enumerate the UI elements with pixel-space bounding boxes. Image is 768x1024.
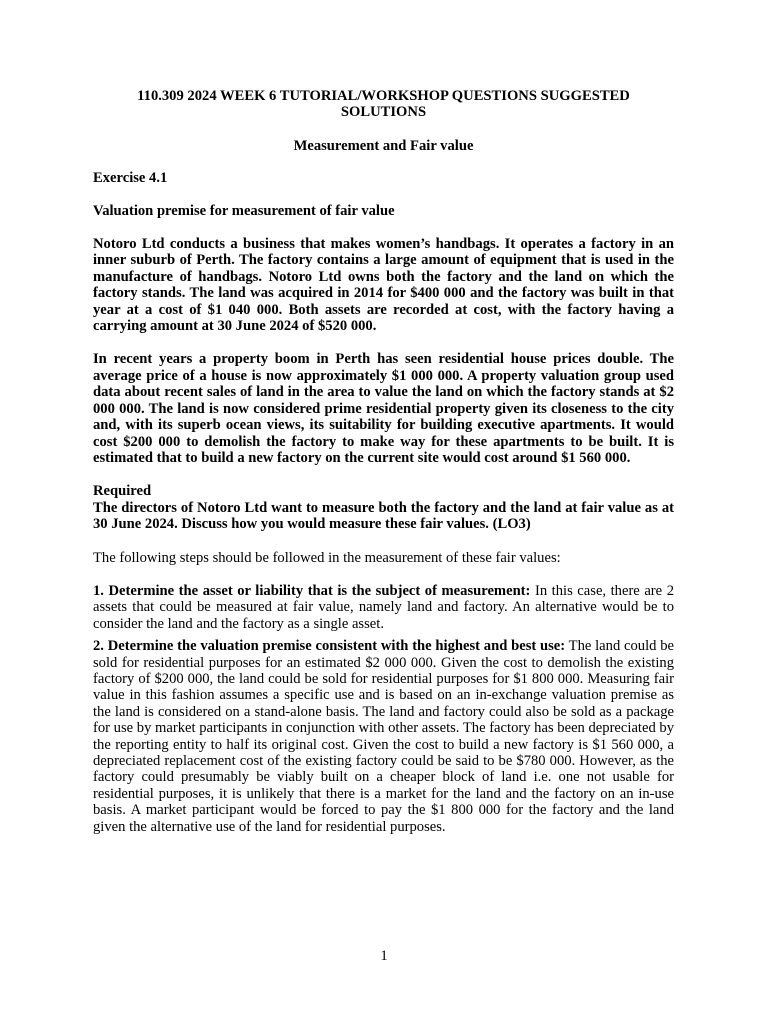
step-1-heading: 1. Determine the asset or liability that is the subject of measurement: bbox=[93, 582, 531, 599]
required-label: Required bbox=[93, 483, 152, 500]
question-paragraph-2: In recent years a property boom in Perth has seen residential house prices double. The average price of a house is now approximately $1 000 000. A property valuation group used data about recent sales of land in the area to value the land on which the factory stands at $2 000 000. The land is now considered prime residential property given its closeness to the city and, with its superb ocean views, its suitability for building executive apartments. It would cost $200 000 to demolish the factory to make way for these apartments to be built. It is estimated that to build a new factory on the current site would cost around $1 560 000. bbox=[93, 351, 674, 466]
document-title: 110.309 2024 WEEK 6 TUTORIAL/WORKSHOP QUESTIONS SUGGESTED SOLUTIONS bbox=[137, 88, 630, 121]
question-paragraph-1: Notoro Ltd conducts a business that makes women’s handbags. It operates a factory in an inner suburb of Perth. The factory contains a large amount of equipment that is used in the manufacture of handbags. Notoro Ltd owns both the factory and the land on which the factory stands. The land was acquired in 2014 for $400 000 and the factory was built in that year at a cost of $1 040 000. Both assets are recorded at cost, with the factory having a carrying amount at 30 June 2024 of $520 000. bbox=[93, 236, 674, 335]
solution-intro: The following steps should be followed in the measurement of these fair values: bbox=[93, 549, 561, 566]
solution-step-1 bbox=[93, 583, 674, 632]
document-subtitle: Measurement and Fair value bbox=[293, 137, 474, 154]
page-number: 1 bbox=[380, 948, 388, 964]
solution-step-2 bbox=[93, 638, 674, 835]
step-2-text: The land could be sold for residential purposes for an estimated $2 000 000. Given the cost to demolish the existing factory of $200 000, the land could be sold for residential purposes for $1 800 000. Measuring fair value in this fashion assumes a specific use and is based on an in-exchange valuation premise as the land is considered on a stand-alone basis. The land and factory could also be sold as a package for use by market participants in conjunction with other assets. The factory has been depreciated by the reporting entity to half its original cost. Given the cost to build a new factory is $1 560 000, a depreciated replacement cost of the existing factory could be said to be $780 000. However, as the factory could presumably be viably built on a cheaper block of land i.e. one not usable for residential purposes, it is unlikely that there is a market for the land and the factory on an in-use basis. A market participant would be forced to pay the $1 800 000 for the factory and the land given the alternative use of the land for residential purposes. bbox=[93, 638, 674, 835]
step-2-heading: 2. Determine the valuation premise consistent with the highest and best use: bbox=[93, 638, 566, 655]
step-1-text: In this case, there are 2 assets that could be measured at fair value, namely land and factory. An alternative would be to consider the land and the factory as a single asset. bbox=[93, 582, 674, 632]
section-heading: Valuation premise for measurement of fair value bbox=[93, 202, 395, 219]
exercise-heading: Exercise 4.1 bbox=[93, 170, 168, 187]
required-text: The directors of Notoro Ltd want to measure both the factory and the land at fair value as at 30 June 2024. Discuss how you would measure these fair values. (LO3) bbox=[93, 499, 674, 533]
document-page bbox=[93, 88, 674, 835]
